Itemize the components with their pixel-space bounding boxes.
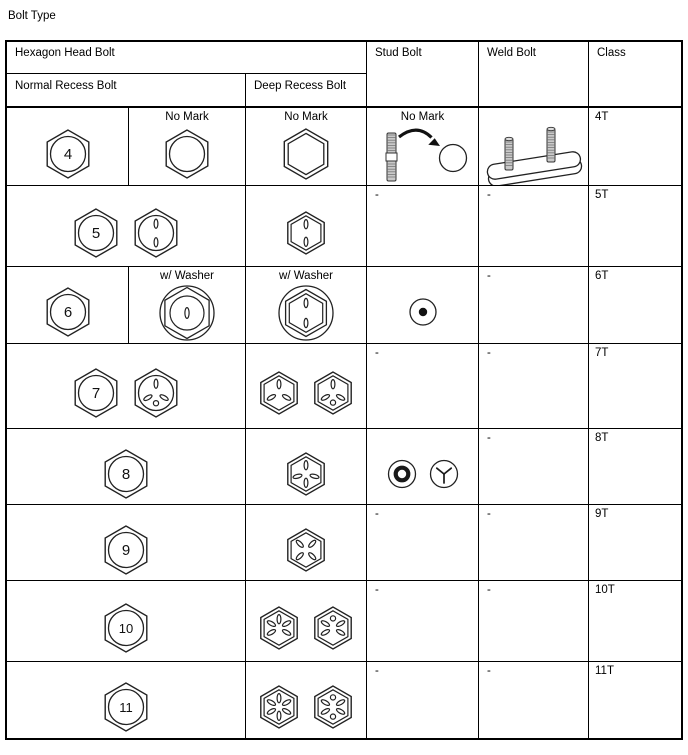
- cell-icons: [479, 203, 588, 266]
- deep-recess-3-marks-icon: [257, 369, 301, 417]
- hex-bolt-4-icon: [43, 127, 93, 181]
- cell-normal-recess-right: [129, 267, 246, 343]
- cell-label: [479, 108, 588, 125]
- cell-icons: [129, 125, 245, 185]
- table-row-4t: [7, 108, 681, 186]
- empty-cell-dash: -: [487, 432, 491, 444]
- cell-icons: [367, 284, 478, 343]
- cell-icons: [246, 679, 366, 738]
- cell-label: [246, 429, 366, 446]
- cell-stud-bolt: [367, 505, 479, 580]
- hex-bolt-no-mark-icon: [162, 127, 212, 181]
- table-row-7t: [7, 344, 681, 429]
- cell-class: [589, 429, 681, 504]
- cell-icons: [479, 522, 588, 580]
- cell-icons: [367, 125, 478, 185]
- table-body: [7, 108, 681, 738]
- table-row-5t: [7, 186, 681, 267]
- class-label: 5T: [595, 189, 609, 201]
- cell-label: No Mark: [165, 111, 209, 123]
- svg-text:10: 10: [118, 621, 134, 637]
- cell-icons: [479, 598, 588, 661]
- cell-weld-bolt: [479, 429, 589, 504]
- hex-bolt-9-icon: [101, 523, 151, 577]
- cell-icons: [479, 284, 588, 343]
- cell-normal-recess-left: [7, 108, 129, 185]
- cell-icons: [7, 679, 245, 738]
- cell-stud-bolt: [367, 344, 479, 428]
- class-label: 9T: [595, 508, 609, 520]
- cell-weld-bolt: [479, 267, 589, 343]
- hex-bolt-8-icon: [101, 447, 151, 501]
- cell-icons: [367, 361, 478, 428]
- cell-normal-recess-right: [129, 108, 246, 185]
- empty-cell-dash: -: [375, 584, 379, 596]
- table-row-10t: [7, 581, 681, 662]
- cell-class: [589, 505, 681, 580]
- cell-deep-recess: [246, 505, 367, 580]
- deep-recess-no-mark-icon: [280, 126, 332, 182]
- header-deep-recess-bolt: Deep Recess Bolt: [254, 80, 347, 92]
- cell-label: No Mark: [284, 111, 328, 123]
- table-row-11t: [7, 662, 681, 738]
- svg-text:6: 6: [63, 304, 72, 322]
- cell-weld-bolt: [479, 186, 589, 266]
- header-stud-bolt: Stud Bolt: [367, 42, 479, 106]
- svg-text:11: 11: [119, 700, 133, 716]
- empty-cell-dash: -: [375, 189, 379, 201]
- hex-bolt-3-marks-icon: [131, 366, 181, 420]
- cell-label: [246, 186, 366, 203]
- cell-stud-bolt: [367, 108, 479, 185]
- cell-weld-bolt: [479, 662, 589, 738]
- cell-label: [7, 581, 245, 598]
- cell-weld-bolt: [479, 108, 589, 185]
- stud-bolt-no-mark-icon: [373, 125, 473, 185]
- cell-stud-bolt: [367, 267, 479, 343]
- cell-icons: [479, 446, 588, 504]
- hex-bolt-6-icon: [43, 285, 93, 339]
- cell-normal-recess: [7, 186, 246, 266]
- hex-bolt-5-icon: [71, 206, 121, 260]
- cell-class: [589, 662, 681, 738]
- cell-class: [589, 186, 681, 266]
- cell-label: [7, 429, 245, 446]
- cell-icons: [246, 284, 366, 343]
- table-row-9t: [7, 505, 681, 581]
- cell-icons: [246, 125, 366, 185]
- cell-weld-bolt: [479, 581, 589, 661]
- cell-icons: [246, 361, 366, 428]
- cell-deep-recess: [246, 662, 367, 738]
- class-label: 8T: [595, 432, 609, 444]
- cell-normal-recess: [7, 662, 246, 738]
- deep-recess-washer-icon: [277, 284, 335, 342]
- cell-label: [246, 581, 366, 598]
- cell-label: [7, 344, 245, 361]
- hex-bolt-2-marks-icon: [131, 206, 181, 260]
- cell-class: [589, 267, 681, 343]
- cell-label: [367, 429, 478, 446]
- header-normal-recess-bolt: Normal Recess Bolt: [7, 74, 246, 106]
- cell-icons: [246, 446, 366, 504]
- cell-icons: [7, 446, 245, 504]
- class-label: 10T: [595, 584, 615, 596]
- class-label: 7T: [595, 347, 609, 359]
- class-label: 4T: [595, 111, 609, 123]
- cell-icons: [367, 679, 478, 738]
- cell-icons: [7, 361, 245, 428]
- cell-label: w/ Washer: [160, 270, 214, 282]
- cell-stud-bolt: [367, 186, 479, 266]
- cell-icons: [479, 679, 588, 738]
- cell-normal-recess: [7, 429, 246, 504]
- hex-bolt-7-icon: [71, 366, 121, 420]
- stud-mark-dot-icon: [407, 296, 439, 328]
- cell-label: [246, 344, 366, 361]
- page-title: Bolt Type: [8, 10, 56, 22]
- cell-label: w/ Washer: [279, 270, 333, 282]
- cell-icons: [367, 203, 478, 266]
- cell-icons: [367, 598, 478, 661]
- cell-deep-recess: [246, 344, 367, 428]
- svg-text:4: 4: [63, 145, 72, 163]
- cell-stud-bolt: [367, 662, 479, 738]
- cell-normal-recess-left: [7, 267, 129, 343]
- hex-bolt-washer-icon: [158, 284, 216, 342]
- hex-bolt-10-icon: [101, 601, 151, 655]
- empty-cell-dash: -: [487, 189, 491, 201]
- empty-cell-dash: -: [375, 665, 379, 677]
- cell-icons: [7, 203, 245, 266]
- cell-label: [7, 108, 128, 125]
- header-class: Class: [597, 47, 626, 59]
- cell-deep-recess: [246, 186, 367, 266]
- cell-label: [246, 662, 366, 679]
- class-label: 11T: [595, 665, 614, 677]
- empty-cell-dash: -: [487, 347, 491, 359]
- svg-text:5: 5: [91, 225, 101, 243]
- table-row-8t: [7, 429, 681, 505]
- stud-mark-y-icon: [428, 458, 460, 490]
- cell-stud-bolt: [367, 429, 479, 504]
- cell-weld-bolt: [479, 344, 589, 428]
- deep-recess-6-marks-icon: [257, 683, 301, 731]
- cell-label: [7, 186, 245, 203]
- empty-cell-dash: -: [375, 508, 379, 520]
- cell-label: [246, 505, 366, 522]
- cell-icons: [367, 446, 478, 504]
- header-hexagon-head-bolt: Hexagon Head Bolt: [7, 42, 366, 74]
- cell-icons: [479, 125, 588, 185]
- empty-cell-dash: -: [487, 665, 491, 677]
- cell-icons: [246, 203, 366, 266]
- header-hexagon-head-bolt-group: [7, 42, 367, 106]
- cell-label: [7, 505, 245, 522]
- cell-weld-bolt: [479, 505, 589, 580]
- deep-recess-4-marks-2-dots-icon: [311, 683, 355, 731]
- deep-recess-4-marks-dot-icon: [311, 604, 355, 652]
- cell-icons: [246, 522, 366, 580]
- cell-icons: [367, 522, 478, 580]
- deep-recess-4-marks-icon: [284, 450, 328, 498]
- table-header: [7, 42, 681, 108]
- hex-bolt-11-icon: [101, 680, 151, 734]
- cell-icons: [7, 598, 245, 661]
- cell-label: [367, 267, 478, 284]
- cell-icons: [129, 284, 245, 343]
- empty-cell-dash: -: [375, 347, 379, 359]
- header-weld-bolt: Weld Bolt: [479, 42, 589, 106]
- cell-deep-recess: [246, 581, 367, 661]
- cell-label: [7, 662, 245, 679]
- cell-deep-recess: [246, 267, 367, 343]
- cell-icons: [246, 598, 366, 661]
- deep-recess-4-diagonal-marks-icon: [284, 526, 328, 574]
- cell-deep-recess: [246, 108, 367, 185]
- cell-deep-recess: [246, 429, 367, 504]
- cell-label: No Mark: [400, 111, 445, 123]
- deep-recess-2-marks-icon: [284, 209, 328, 257]
- svg-text:9: 9: [121, 541, 131, 559]
- svg-text:7: 7: [91, 385, 101, 403]
- bolt-type-table: [5, 40, 683, 740]
- cell-icons: [7, 284, 128, 343]
- weld-bolt-icon: [479, 125, 589, 185]
- stud-mark-ring-icon: [386, 458, 418, 490]
- cell-normal-recess: [7, 505, 246, 580]
- empty-cell-dash: -: [487, 270, 491, 282]
- cell-normal-recess: [7, 344, 246, 428]
- empty-cell-dash: -: [487, 508, 491, 520]
- table-row-6t: [7, 267, 681, 344]
- cell-icons: [7, 125, 128, 185]
- svg-text:8: 8: [121, 465, 131, 483]
- empty-cell-dash: -: [487, 584, 491, 596]
- cell-class: [589, 581, 681, 661]
- cell-stud-bolt: [367, 581, 479, 661]
- cell-icons: [479, 361, 588, 428]
- class-label: 6T: [595, 270, 609, 282]
- cell-class: [589, 344, 681, 428]
- deep-recess-5-marks-icon: [257, 604, 301, 652]
- cell-label: [7, 267, 128, 284]
- cell-icons: [7, 522, 245, 580]
- cell-class: [589, 108, 681, 185]
- cell-normal-recess: [7, 581, 246, 661]
- deep-recess-3-marks-dot-icon: [311, 369, 355, 417]
